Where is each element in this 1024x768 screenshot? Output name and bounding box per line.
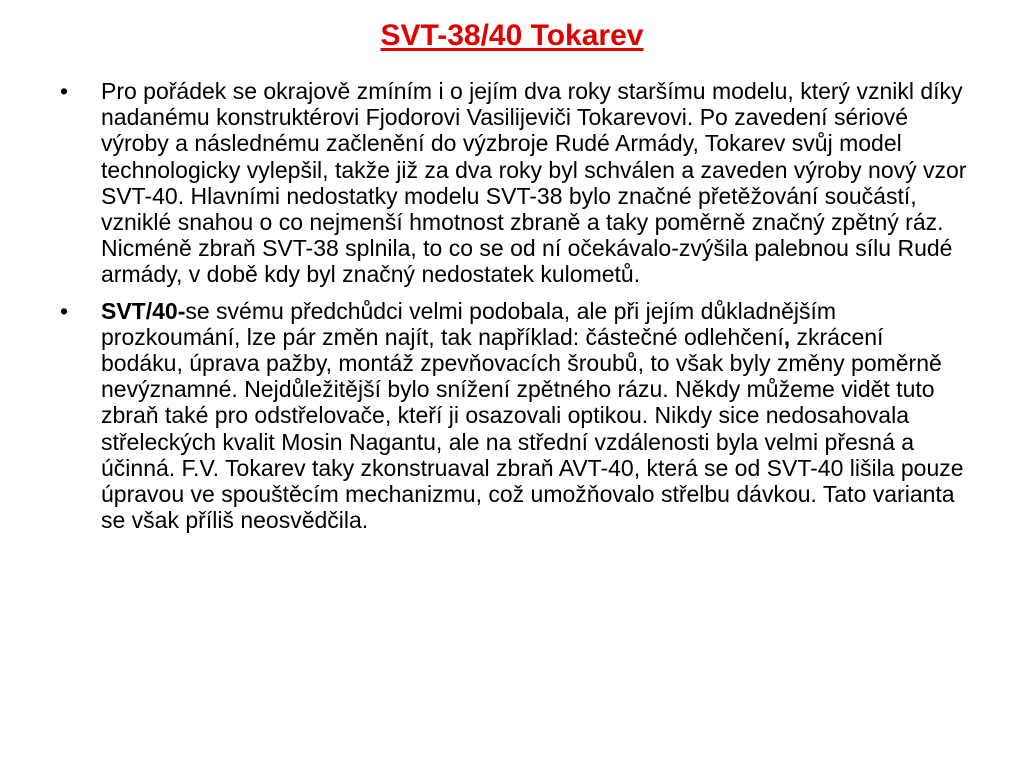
bullet-2-lead: SVT/40- (101, 297, 186, 324)
bullet-2-text-continued: zkrácení bodáku, úprava pažby, montáž zpevňovacích šroubů, to však byly změny poměrně nevýznamné. Nejdůležitější bylo snížení zpětného rázu. Někdy můžeme vidět tuto zbraň také pro odstřelovače, kteří ji osazovali optikou. Nikdy sice nedosahovala střeleckých kvalit Mosin Nagantu, ale na střední vzdálenosti byla velmi přesná a účinná. F.V. Tokarev taky zkonstruaval zbraň AVT-40, která se od SVT-40 lišila pouze úpravou ve spouštěcím mechanizmu, což umožňovalo střelbu dávkou. Tato varianta se však příliš neosvědčila. (101, 323, 964, 534)
bullet-dot-icon: • (60, 78, 69, 104)
bullet-list (60, 78, 970, 543)
bullet-dot-icon: • (60, 297, 69, 324)
slide-title: SVT-38/40 Tokarev (380, 19, 644, 52)
bullet-item-1 (60, 78, 970, 288)
bullet-1-text: Pro pořádek se okrajově zmíním i o jejím dva roky staršímu modelu, který vznikl díky nadanému konstruktérovi Fjodorovi Vasilijeviči Tokarevovi. Po zavedení sériové výroby a následnému začlenění do výzbroje Rudé Armády, Tokarev svůj model technologicky vylepšil, takže již za dva roky byl schválen a zaveden výroby nový vzor SVT-40. Hlavními nedostatky modelu SVT-38 bylo značné přetěžování součástí, vzniklé snahou o co nejmenší hmotnost zbraně a taky poměrně značný zpětný ráz. Nicméně zbraň SVT-38 splnila, to co se od ní očekávalo-zvýšila palebnou sílu Rudé armády, v době kdy byl značný nedostatek kulometů. (101, 78, 967, 288)
bullet-2-text: se svému předchůdci velmi podobala, ale při jejím důkladnějším prozkoumání, lze pár změn najít, tak například: částečné odlehčení (101, 297, 837, 350)
bullet-item-2 (60, 298, 970, 534)
bullet-2-comma: , (783, 323, 791, 350)
